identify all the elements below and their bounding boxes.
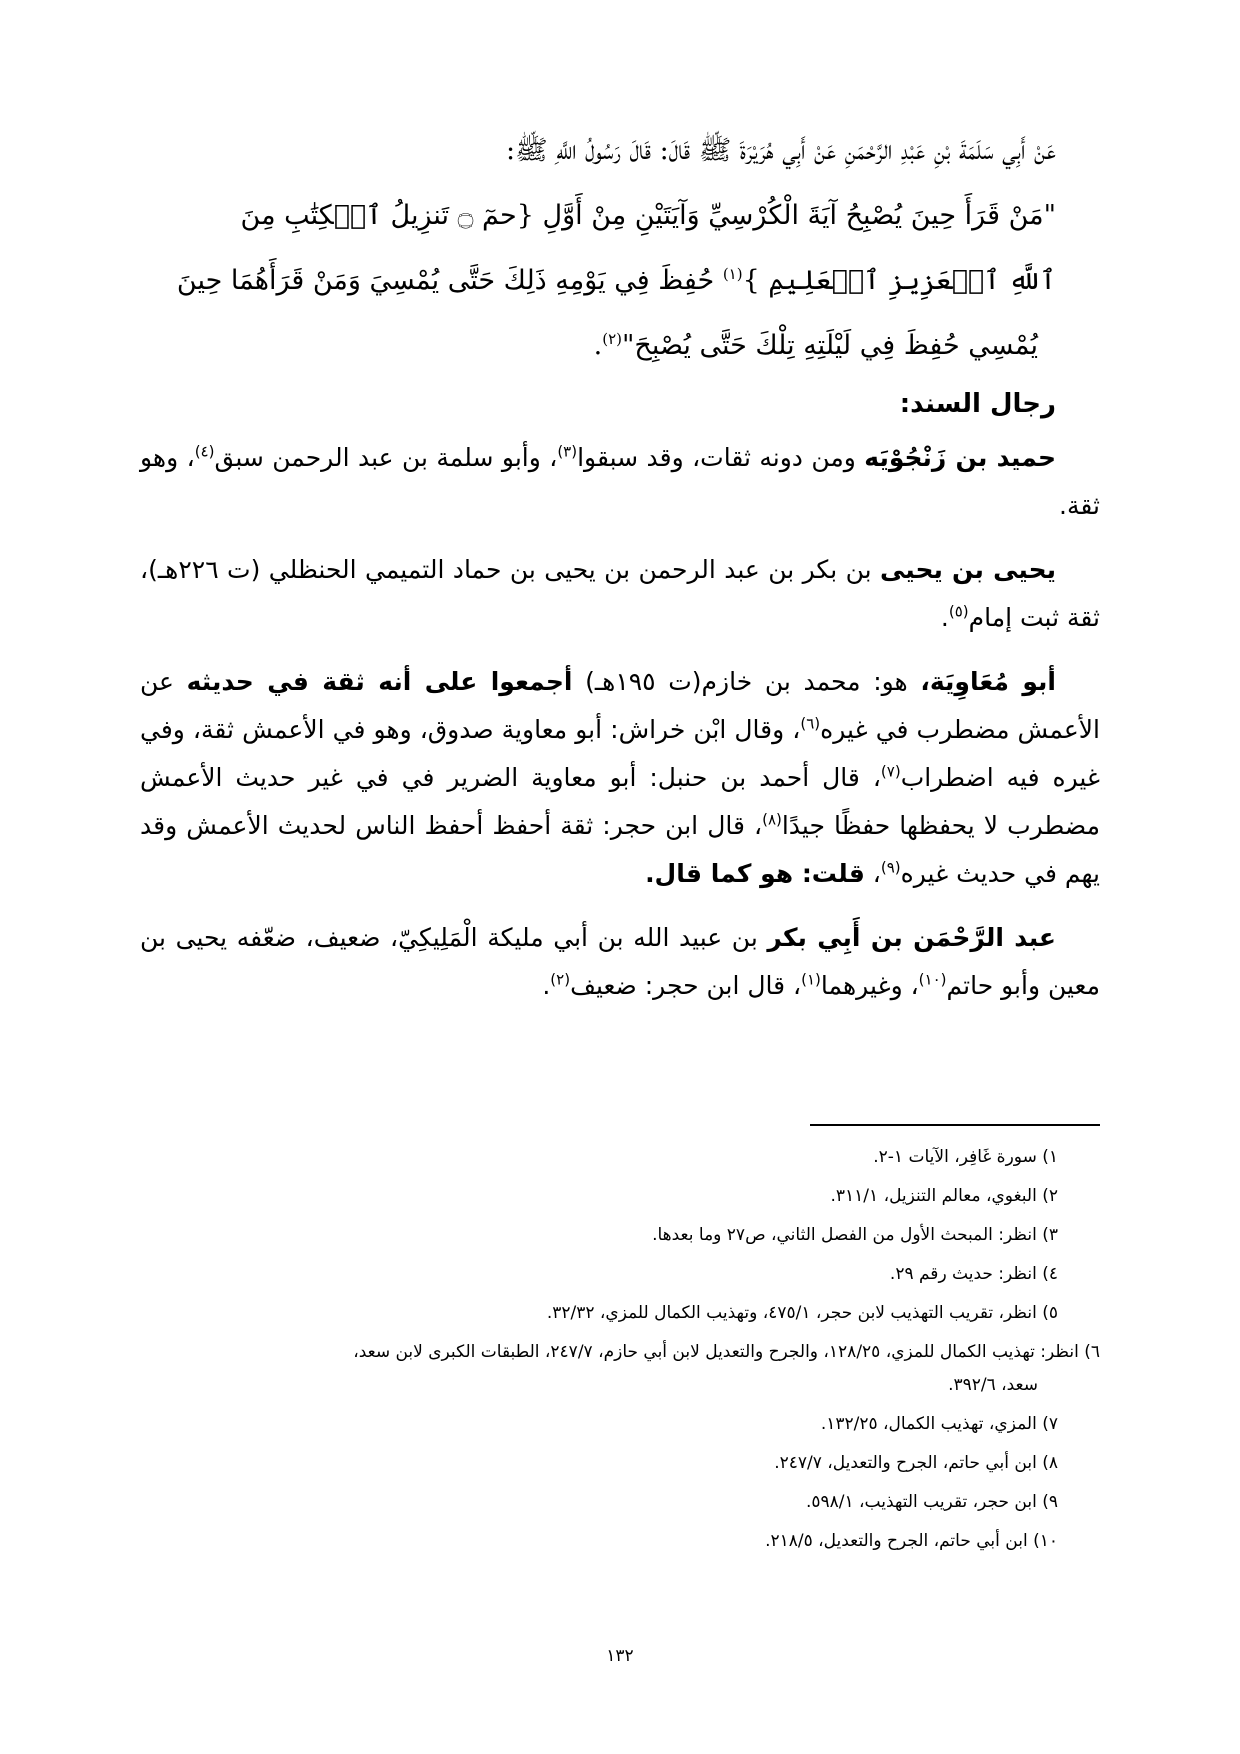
footnote-ref[interactable]: (٣) [557, 442, 578, 461]
narrator-text: ، وقال ابْن خراش: أبو معاوية صدوق، وهو في الأعمش ثقة، وفي غيره فيه اضطراب [140, 715, 1101, 792]
narrator-text: ، قال ابن حجر: ثقة أحفظ أحفظ الناس لحديث الأعمش وقد يهم في حديث غيره [140, 811, 1100, 888]
narrator-name: حميد بن زَنْجُوْيَه [864, 443, 1057, 472]
narrator-text: بن عبيد الله بن أبي مليكة الْمَلِيكِيّ، ضعيف، ضعّفه يحيى بن معين وأبو حاتم [140, 923, 1100, 1000]
narrator-paragraph-1 [140, 434, 1100, 530]
narrator-text: . [940, 603, 949, 632]
narrator-text: ، قال ابن حجر: ضعيف [570, 971, 802, 1000]
narrator-emphasis: أجمعوا على أنه ثقة في حديثه [186, 667, 573, 696]
footnote-item-continuation: سعد، ٣٩٢/٦. [948, 1375, 1038, 1395]
narrator-paragraph-4 [140, 914, 1100, 1010]
footnote-ref[interactable]: (٤) [194, 442, 215, 461]
narrator-text: ومن دونه ثقات، وقد سبقوا [577, 443, 865, 472]
narrator-name: عبد الرَّحْمَن بن أَبِي بكر [767, 923, 1057, 952]
narrator-text: ، وغيرهما [820, 971, 919, 1000]
footnote-ref[interactable]: (٧) [880, 762, 901, 781]
narrator-text: ، [864, 859, 881, 888]
author-comment: قلت: هو كما قال. [645, 859, 865, 888]
section-title: رجال السند: [899, 389, 1056, 419]
page-body [140, 118, 1100, 1026]
narrator-text: ، وأبو سلمة بن عبد الرحمن سبق [214, 443, 558, 472]
hadith-line-2: "مَنْ قَرَأَ حِينَ يُصْبِحُ آيَةَ الْكُرْسِيِّ وَآيَتَيْنِ مِنْ أَوَّلِ {حمٓ ۝ تَنزِيلُ ٱلۡكِتَٰبِ مِنَ [240, 200, 1056, 231]
page-number: ١٣٢ [606, 1646, 634, 1666]
footnote-item: ٦) انظر: تهذيب الكمال للمزي، ١٢٨/٢٥، والجرح والتعديل لابن أبي حازم، ٢٤٧/٧، الطبقات الكبرى لابن سعد، [353, 1342, 1100, 1362]
footnote-ref[interactable]: (٩) [880, 858, 901, 877]
footnote-ref[interactable]: (١) [801, 970, 821, 989]
footnote-item: ٨) ابن أبي حاتم، الجرح والتعديل، ٢٤٧/٧. [774, 1453, 1058, 1473]
footnote-ref[interactable]: (٨) [762, 810, 782, 829]
footnotes [140, 1138, 1100, 1561]
footnote-ref[interactable]: (٥) [948, 602, 969, 621]
footnote-item: ٢) البغوي، معالم التنزيل، ٣١١/١. [830, 1186, 1058, 1206]
footnote-item: ١٠) ابن أبي حاتم، الجرح والتعديل، ٢١٨/٥. [765, 1531, 1058, 1551]
footnote-ref[interactable]: (١٠) [918, 970, 947, 989]
narrator-name: أبو مُعَاوِيَة، [920, 667, 1056, 696]
footnote-item: ٧) المزي، تهذيب الكمال، ١٣٢/٢٥. [820, 1414, 1058, 1434]
footnote-ref[interactable]: (٢) [602, 330, 622, 348]
narrator-text: هو: محمد بن خازم(ت ١٩٥هـ) [572, 667, 921, 696]
narrator-text: بن بكر بن عبد الرحمن بن يحيى بن حماد التميمي الحنظلي (ت ٢٢٦هـ)، ثقة ثبت إمام [140, 555, 1100, 632]
hadith-line-4a: يُمْسِي حُفِظَ فِي لَيْلَتِهِ تِلْكَ حَتَّى يُصْبِحَ" [621, 330, 1038, 361]
hadith-line-4 [140, 313, 1056, 378]
narrator-name: يحيى بن يحيى [879, 555, 1056, 584]
narrator-text: ، قال أحمد بن حنبل: أبو معاوية الضرير في في غير حديث الأعمش مضطرب لا يحفظها حفظًا جيدًا [140, 763, 1101, 840]
footnote-divider [810, 1124, 1100, 1126]
footnote-item: ١) سورة غَافِر، الآيات ١-٢. [873, 1147, 1058, 1167]
narrator-text: عن الأعمش مضطرب في غيره [140, 667, 1100, 744]
narrator-paragraph-2 [140, 546, 1100, 642]
footnote-item: ٩) ابن حجر، تقريب التهذيب، ٥٩٨/١. [805, 1492, 1058, 1512]
hadith-line-1: عَنْ أَبِي سَلَمَةَ بْنِ عَبْدِ الرَّحْمَنِ عَنْ أَبِي هُرَيْرَةَ ﷺ قَالَ: قَالَ رَسُولُ اللَّهِ ﷺ: [506, 135, 1056, 166]
footnote-ref[interactable]: (٢) [550, 970, 571, 989]
footnote-ref[interactable]: (١) [722, 265, 743, 283]
footnote-item: ٥) انظر، تقريب التهذيب لابن حجر، ٤٧٥/١، وتهذيب الكمال للمزي، ٣٢/٣٢. [546, 1303, 1058, 1323]
footnote-ref[interactable]: (٦) [800, 714, 821, 733]
hadith-line-3a: ٱللَّهِ ٱلۡعَزِيزِ ٱلۡعَلِيمِ } [742, 265, 1056, 296]
hadith-line-4b: . [593, 330, 603, 361]
hadith-line-3b: حُفِظَ فِي يَوْمِهِ ذَلِكَ حَتَّى يُمْسِيَ وَمَنْ قَرَأَهُمَا حِينَ [176, 265, 723, 296]
footnote-item: ٤) انظر: حديث رقم ٢٩. [889, 1264, 1058, 1284]
hadith-text [140, 118, 1056, 378]
narrator-paragraph-3 [140, 658, 1100, 898]
narrator-text: . [542, 971, 551, 1000]
narrator-text: ، وهو ثقة. [140, 443, 1100, 520]
footnote-item: ٣) انظر: المبحث الأول من الفصل الثاني، ص٢٧ وما بعدها. [652, 1225, 1058, 1245]
